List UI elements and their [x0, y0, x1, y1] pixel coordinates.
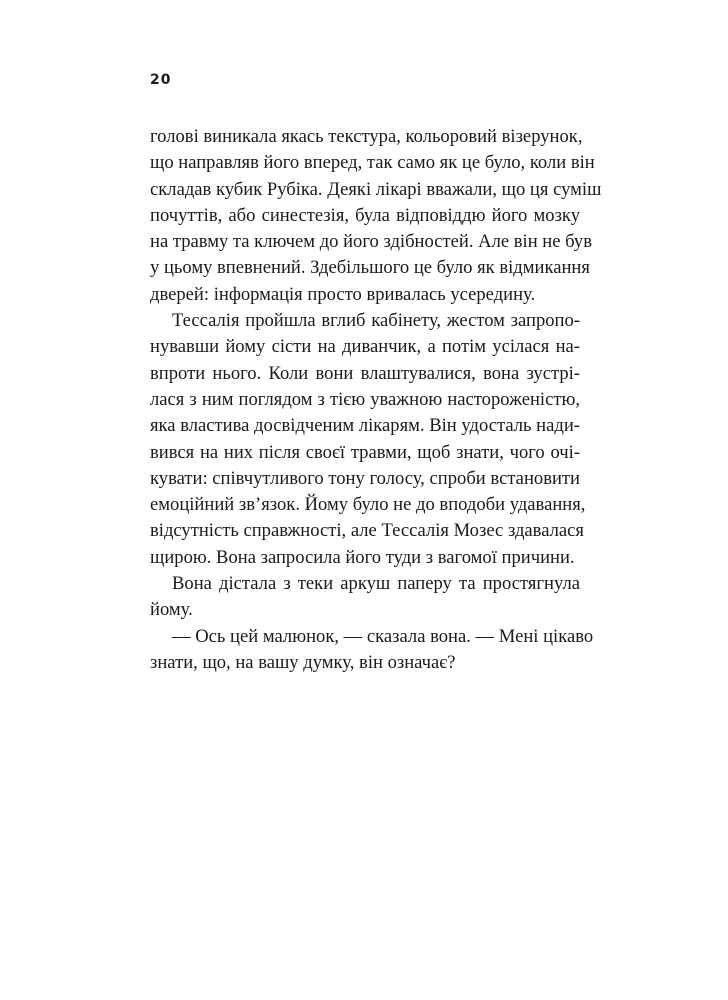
- text-line: складав кубик Рубіка. Деякі лікарі вважали, що ця суміш: [150, 178, 602, 200]
- text-line: що направляв його вперед, так само як це було, коли він: [150, 152, 595, 174]
- text-line: дверей: інформація просто вривалась усередину.: [150, 283, 536, 305]
- text-line: лася з ним поглядом з тією уважною настороженістю,: [150, 388, 580, 410]
- text-line: — Ось цей малюнок, — сказала вона. — Мені цікаво: [172, 625, 594, 647]
- paragraph: [150, 624, 594, 677]
- page-number: 20: [150, 72, 172, 88]
- text-line: у цьому впевнений. Здебільшого це було як відмикання: [150, 257, 590, 279]
- paragraph: [150, 308, 586, 571]
- text-line: яка властива досвідченим лікарям. Він удосталь нади-: [150, 415, 580, 437]
- text-line: вився на них після своєї травми, щоб знати, чого очі-: [150, 441, 580, 463]
- text-line: впроти нього. Коли вони влаштувалися, вона зустрі-: [150, 362, 580, 384]
- text-line: відсутність справжності, але Тессалія Мозес здавалася: [150, 520, 584, 542]
- text-line: голові виникала якась текстура, кольоровий візерунок,: [150, 126, 583, 147]
- paragraph: [150, 571, 580, 624]
- text-line: кувати: співчутливого тону голосу, спроби встановити: [150, 467, 580, 489]
- text-line: знати, що, на вашу думку, він означає?: [150, 651, 456, 673]
- text-line: йому.: [150, 599, 193, 621]
- text-line: нувавши йому сісти на диванчик, а потім усілася на-: [150, 336, 580, 358]
- text-line: щирою. Вона запросила його туди з вагомої причини.: [150, 546, 575, 568]
- body-text: [150, 124, 602, 676]
- text-line: Вона дістала з теки аркуш паперу та простягнула: [172, 573, 580, 595]
- text-line: почуттів, або синестезія, була відповіддю його мозку: [150, 204, 580, 226]
- paragraph: [150, 124, 602, 308]
- text-line: на травму та ключем до його здібностей. Але він не був: [150, 231, 592, 253]
- text-line: емоційний зв’язок. Йому було не до вподоби удавання,: [150, 494, 586, 516]
- text-line: Тессалія пройшла вглиб кабінету, жестом запропо-: [172, 310, 580, 332]
